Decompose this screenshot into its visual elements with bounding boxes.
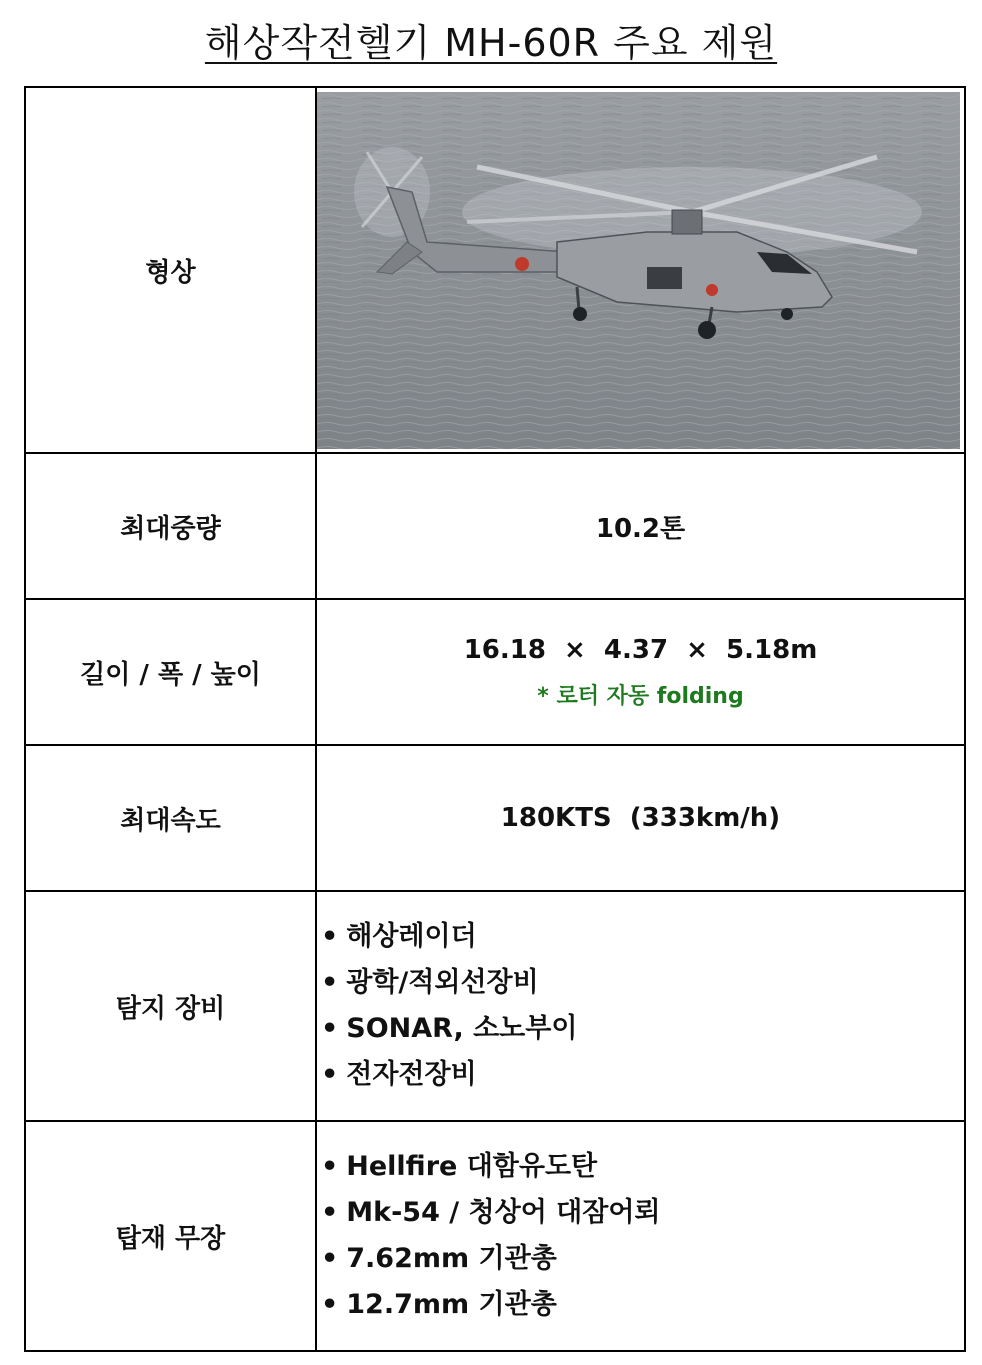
spec-table <box>24 86 966 1352</box>
photo-cell <box>316 87 965 453</box>
row-label-armament: 탑재 무장 <box>25 1121 316 1351</box>
sensors-cell <box>316 891 965 1121</box>
list-item: • 광학/적외선장비 <box>321 960 964 1006</box>
list-item: • Mk-54 / 청상어 대잠어뢰 <box>321 1190 964 1236</box>
dimensions-cell <box>316 599 965 745</box>
row-label-sensors: 탐지 장비 <box>25 891 316 1121</box>
helicopter-photo <box>317 92 960 449</box>
table-row <box>25 745 965 891</box>
list-item: • 7.62mm 기관총 <box>321 1236 964 1282</box>
dimensions-value: 16.18 × 4.37 × 5.18m <box>463 634 818 665</box>
row-label-max-weight: 최대중량 <box>25 453 316 599</box>
max-speed-value: 180KTS (333km/h) <box>316 745 965 891</box>
page-title: 해상작전헬기 MH-60R 주요 제원 <box>204 21 778 65</box>
list-item: • 해상레이더 <box>321 914 964 960</box>
table-row <box>25 1121 965 1351</box>
max-weight-value: 10.2톤 <box>316 453 965 599</box>
table-row <box>25 599 965 745</box>
list-item: • 12.7mm 기관총 <box>321 1282 964 1328</box>
sensors-list <box>317 914 964 1098</box>
row-label-shape: 형상 <box>25 87 316 453</box>
rotor-folding-note: * 로터 자동 folding <box>537 683 744 709</box>
armament-cell <box>316 1121 965 1351</box>
armament-list <box>317 1144 964 1328</box>
table-row <box>25 453 965 599</box>
row-label-max-speed: 최대속도 <box>25 745 316 891</box>
row-label-dimensions: 길이 / 폭 / 높이 <box>25 599 316 745</box>
table-row <box>25 891 965 1121</box>
list-item: • Hellfire 대함유도탄 <box>321 1144 964 1190</box>
table-row <box>25 87 965 453</box>
list-item: • SONAR, 소노부이 <box>321 1006 964 1052</box>
list-item: • 전자전장비 <box>321 1052 964 1098</box>
